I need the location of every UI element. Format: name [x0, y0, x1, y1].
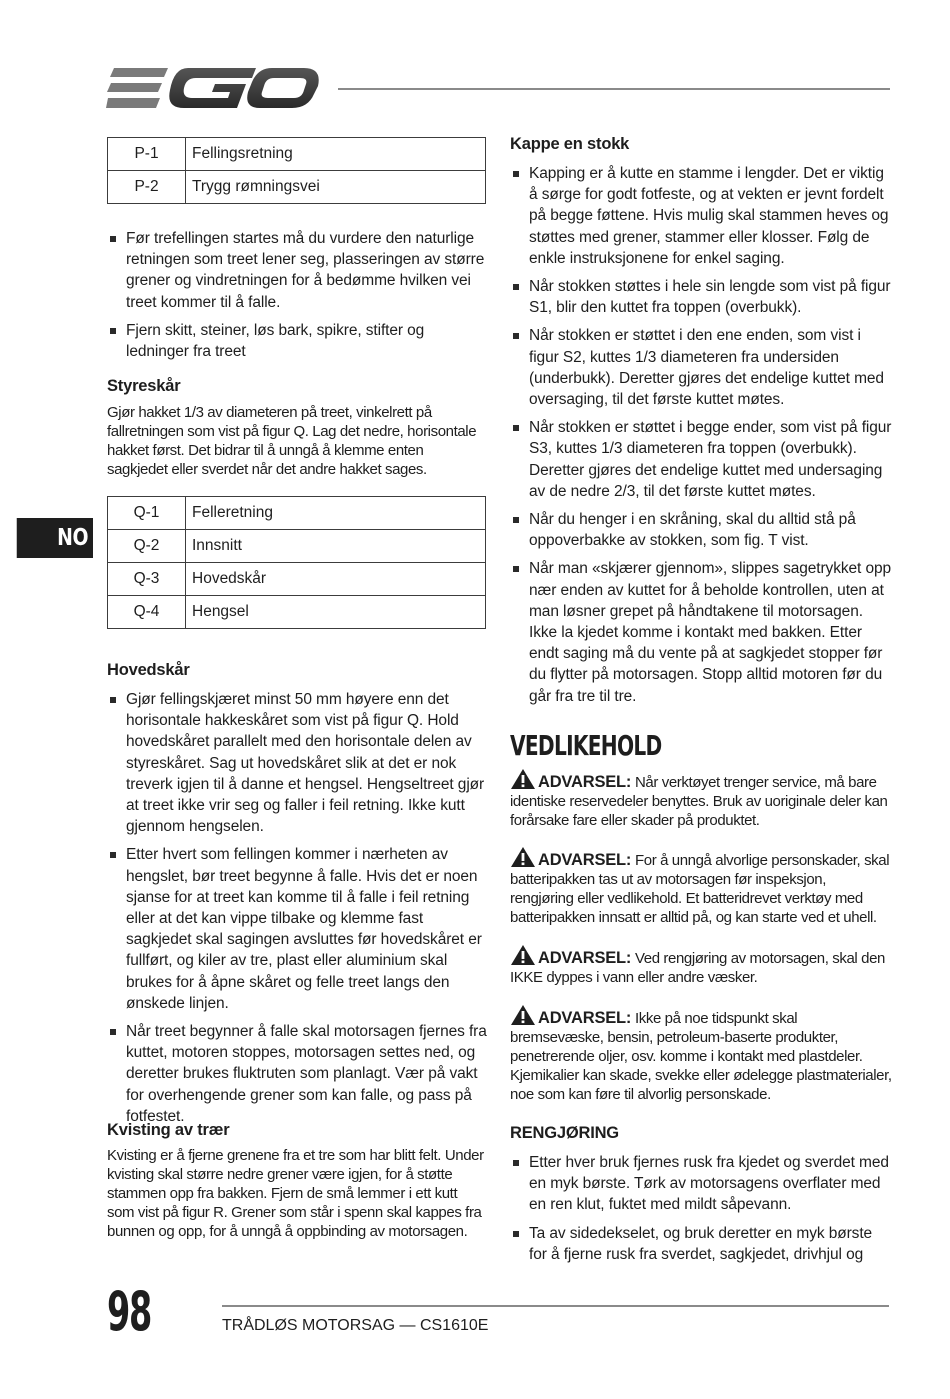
warning-text: Ikke på noe tidspunkt skal bremsevæske, bensin, petroleum-baserte produkter, penetrerende oljer, osv. komme i kontakt med plastdeler. Kjemikalier kan skade, svekke eller ødelegge plastmaterialer, noe som kan føre til alvorlig personskade.	[510, 1010, 892, 1103]
warning-text: Når verktøyet trenger service, må bare identiske reservedeler benyttes. Bruk av uoriginale deler kan forårsake fare eller skader på produktet.	[510, 774, 888, 829]
legend-label: Hengsel	[186, 596, 486, 629]
page-number: 98	[107, 1280, 152, 1343]
warning-block	[510, 846, 893, 927]
legend-label: Innsnitt	[186, 530, 486, 563]
warning-text: Ved rengjøring av motorsagen, skal den IKKE dyppes i vann eller andre væsker.	[510, 950, 885, 986]
legend-label: Felleretning	[186, 497, 486, 530]
warning-label: ADVARSEL:	[538, 949, 632, 967]
legend-label: Fellingsretning	[186, 138, 486, 171]
kvisting-text: Kvisting er å fjerne grenene fra et tre som har blitt felt. Under kvisting skal større nedre grener være igjen, for å støtte stammen opp fra bakken. Fjern de små lemmer i ett kutt som vist på figur R. Grener som står i spenn skal kappes fra bunnen og opp, for å unngå å oppbinding av motorsagen.	[107, 1147, 484, 1240]
kappe-heading: Kappe en stokk	[510, 135, 630, 153]
header-rule	[338, 88, 890, 90]
ego-logo	[106, 62, 320, 114]
list-item: Når treet begynner å falle skal motorsagen fjernes fra kuttet, motoren stoppes, motorsagen settes ned, og deretter brukes fluktruten som planlagt. Vær på vakt for overhengende grener som kan falle, og pass på fotfestet.	[107, 1021, 487, 1127]
table-row	[108, 596, 486, 629]
list-item: Når stokken støttes i hele sin lengde som vist på figur S1, blir den kuttet fra toppen (overbukk).	[510, 276, 893, 318]
rengjoring-bullets	[510, 1152, 893, 1272]
styreskar-heading: Styreskår	[107, 377, 181, 395]
warning-text: For å unngå alvorlige personskader, skal batteripakken tas ut av motorsagen før inspeksjon, rengjøring eller vedlikehold. Et batteridrevet verktøy med batteripakken innsatt er alltid på, og kan starte ved et uhell.	[510, 852, 890, 926]
legend-code: Q-4	[108, 596, 186, 629]
list-item: Når du henger i en skråning, skal du alltid stå på oppoverbakke av stokken, som fig. T vist.	[510, 509, 893, 551]
warning-block	[510, 1004, 893, 1104]
warning-icon	[510, 944, 536, 966]
warning-icon	[510, 1004, 536, 1026]
table-row	[108, 497, 486, 530]
list-item: Fjern skitt, steiner, løs bark, spikre, stifter og ledninger fra treet	[107, 320, 487, 362]
warning-icon	[510, 768, 536, 790]
legend-table-q	[107, 496, 486, 629]
hovedskar-heading: Hovedskår	[107, 661, 190, 679]
styreskar-text: Gjør hakket 1/3 av diameteren på treet, vinkelrett på fallretningen som vist på figur Q. Lag det nedre, horisontale hakket først. Det bidrar til å unngå å klemme enten sagkjedet eller sverdet når det andre hakket sages.	[107, 404, 477, 478]
list-item: Etter hvert som fellingen kommer i nærheten av hengslet, bør treet begynne å falle. Hvis det er noen sjanse for at treet kan komme til å falle i feil retning eller at det kan vippe tilbake og klemme fast sagkjedet skal sagingen avsluttes før hovedskåret er fullført, og kiler av tre, plast eller aluminium skal brukes for å åpne skåret og felle treet langs den ønskede linjen.	[107, 844, 487, 1014]
footer-rule	[222, 1305, 889, 1307]
felling-bullets	[107, 228, 487, 369]
kappe-bullets	[510, 163, 893, 714]
warning-block	[510, 944, 893, 987]
legend-code: Q-3	[108, 563, 186, 596]
table-row	[108, 138, 486, 171]
warning-icon	[510, 846, 536, 868]
warning-block	[510, 768, 893, 830]
warning-label: ADVARSEL:	[538, 851, 632, 869]
kvisting-heading: Kvisting av trær	[107, 1121, 230, 1139]
hovedskar-bullets	[107, 689, 487, 1134]
legend-code: P-1	[108, 138, 186, 171]
vedlikehold-heading: VEDLIKEHOLD	[510, 729, 662, 762]
legend-code: Q-2	[108, 530, 186, 563]
language-tab: NO	[17, 518, 93, 558]
list-item: Kapping er å kutte en stamme i lengder. Det er viktig å sørge for godt fotfeste, og at vekten er jevnt fordelt på begge føttene. Hvis mulig skal stammen heves og støttes med grener, stammer eller klosser. Følg de enkle instruksjonene for enkel saging.	[510, 163, 893, 269]
rengjoring-heading: RENGJØRING	[510, 1124, 619, 1142]
footer-title: TRÅDLØS MOTORSAG — CS1610E	[222, 1317, 489, 1334]
list-item: Gjør fellingskjæret minst 50 mm høyere enn det horisontale hakkeskåret som vist på figur Q. Hold hovedskåret parallelt med den horisontale delen av styreskåret. Sag ut hovedskåret slik at det er nok treverk igjen til å danne et hengsel. Hengseltreet gjør at treet ikke vrir seg og faller i feil retning. Ikke kutt gjennom hengselen.	[107, 689, 487, 837]
legend-code: Q-1	[108, 497, 186, 530]
legend-table-p	[107, 137, 486, 204]
list-item: Når stokken er støttet i den ene enden, som vist i figur S2, kuttes 1/3 diameteren fra undersiden (underbukk). Deretter gjøres det endelige kuttet med oversaging, til det første kuttet møtes.	[510, 325, 893, 410]
warning-label: ADVARSEL:	[538, 1009, 632, 1027]
list-item: Når man «skjærer gjennom», slippes sagetrykket opp nær enden av kuttet for å beholde kontrollen, uten at man løsner grepet på håndtakene til motorsagen. Ikke la kjedet komme i kontakt med bakken. Etter endt saging må du vente på at sagkjedet stopper før du flytter på motorsagen. Stopp alltid motoren før du går fra tre til tre.	[510, 558, 893, 706]
table-row	[108, 530, 486, 563]
list-item: Før trefellingen startes må du vurdere den naturlige retningen som treet lener seg, plasseringen av større grener og vindretningen for å bedømme hvilken vei treet kommer til å falle.	[107, 228, 487, 313]
warning-label: ADVARSEL:	[538, 773, 632, 791]
list-item: Når stokken er støttet i begge ender, som vist på figur S3, kuttes 1/3 diameteren fra toppen (overbukk). Deretter gjøres det endelige kuttet med undersaging av de nedre 2/3, til det første kuttet møtes.	[510, 417, 893, 502]
legend-label: Hovedskår	[186, 563, 486, 596]
table-row	[108, 563, 486, 596]
table-row	[108, 171, 486, 204]
legend-code: P-2	[108, 171, 186, 204]
list-item: Etter hver bruk fjernes rusk fra kjedet og sverdet med en myk børste. Tørk av motorsagens overflater med en ren klut, fuktet med mildt såpevann.	[510, 1152, 893, 1216]
list-item: Ta av sidedekselet, og bruk deretter en myk børste for å fjerne rusk fra sverdet, sagkjedet, drivhjul og	[510, 1223, 893, 1265]
legend-label: Trygg rømningsvei	[186, 171, 486, 204]
